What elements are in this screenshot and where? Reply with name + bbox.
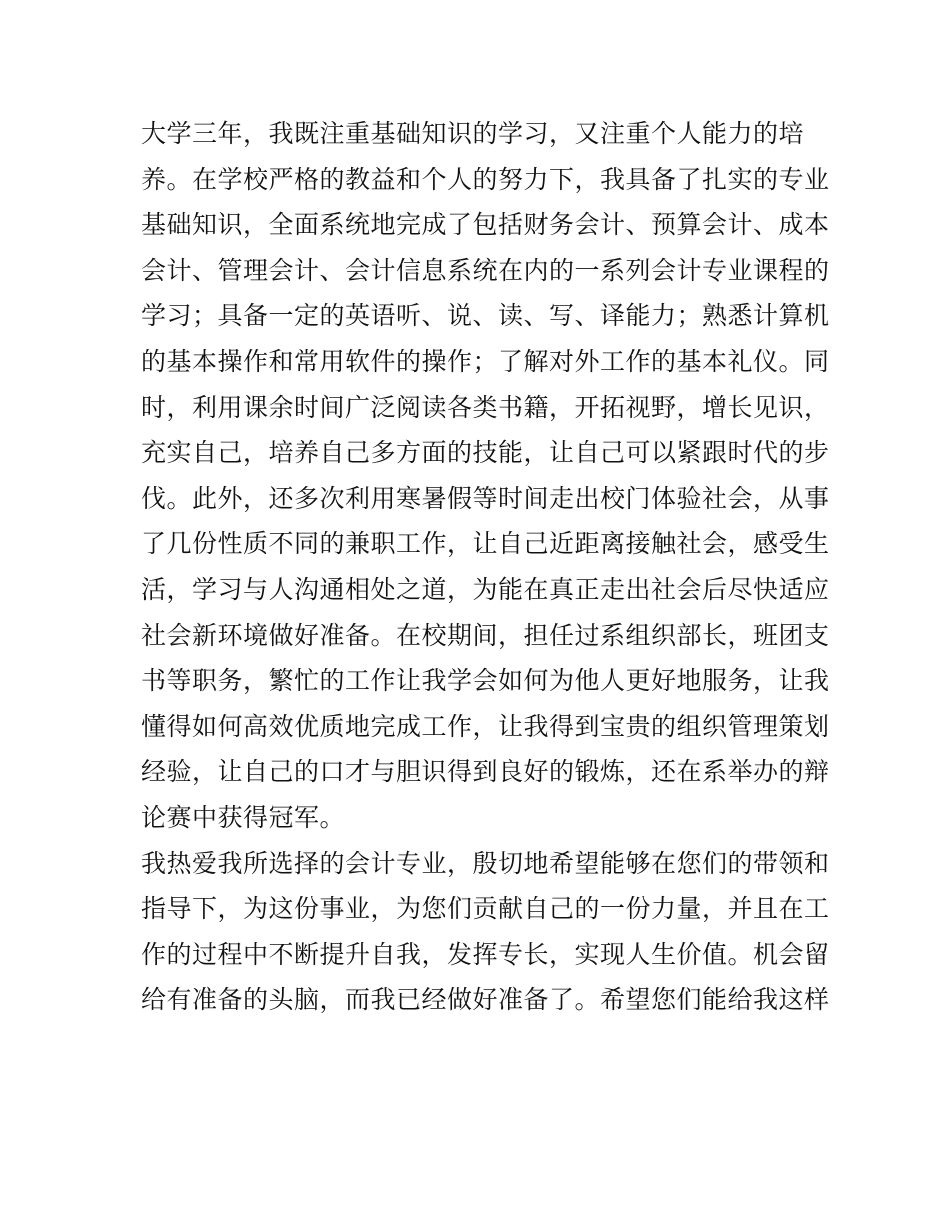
- text-line: 伐。此外，还多次利用寒暑假等时间走出校门体验社会，从事: [141, 483, 830, 513]
- text-line: 作的过程中不断提升自我，发挥专长，实现人生价值。机会留: [141, 939, 830, 969]
- text-line: 指导下，为这份事业，为您们贡献自己的一份力量，并且在工: [141, 894, 830, 924]
- text-line: 大学三年，我既注重基础知识的学习，又注重个人能力的培: [141, 119, 805, 148]
- text-line: 充实自己，培养自己多方面的技能，让自己可以紧跟时代的步: [141, 438, 830, 468]
- text-line: 我热爱我所选择的会计专业，殷切地希望能够在您们的带领和: [141, 848, 830, 878]
- text-line: 时，利用课余时间广泛阅读各类书籍，开拓视野，增长见识，: [141, 392, 830, 422]
- text-line: 了几份性质不同的兼职工作，让自己近距离接触社会，感受生: [141, 529, 830, 559]
- text-line: 基础知识，全面系统地完成了包括财务会计、预算会计、成本: [141, 210, 830, 240]
- text-line: 学习；具备一定的英语听、说、读、写、译能力；熟悉计算机: [141, 301, 830, 331]
- text-line: 经验，让自己的口才与胆识得到良好的锻炼，还在系举办的辩: [141, 757, 830, 787]
- text-line: 会计、管理会计、会计信息系统在内的一系列会计专业课程的: [141, 255, 830, 285]
- text-line: 给有准备的头脑，而我已经做好准备了。希望您们能给我这样: [141, 985, 830, 1015]
- text-line: 的基本操作和常用软件的操作；了解对外工作的基本礼仪。同: [141, 346, 830, 376]
- text-line: 社会新环境做好准备。在校期间，担任过系组织部长，班团支: [141, 620, 830, 650]
- text-line: 养。在学校严格的教益和个人的努力下，我具备了扎实的专业: [141, 164, 830, 194]
- text-line: 懂得如何高效优质地完成工作，让我得到宝贵的组织管理策划: [141, 711, 830, 741]
- document-body: [141, 111, 830, 1023]
- text-line: 活，学习与人沟通相处之道，为能在真正走出社会后尽快适应: [141, 574, 830, 604]
- text-line: 论赛中获得冠军。: [141, 802, 346, 832]
- text-line: 书等职务，繁忙的工作让我学会如何为他人更好地服务，让我: [141, 666, 830, 696]
